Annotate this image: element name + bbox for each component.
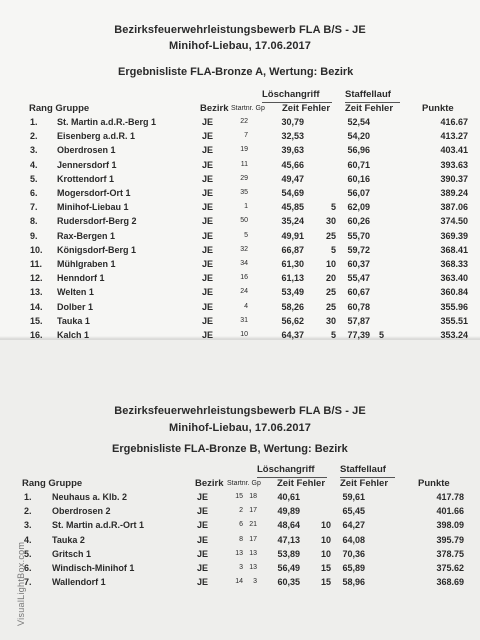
gruppe-cell: Eisenberg a.d.R. 1: [57, 131, 136, 142]
startnr-cell: 14: [235, 578, 243, 586]
rang-cell: 5.: [24, 548, 32, 559]
loesch-zeit-cell: 66,87: [281, 244, 304, 255]
loesch-fehler-cell: 5: [330, 202, 336, 213]
startnr-cell: 50: [240, 217, 248, 225]
bezirk-cell: JE: [202, 273, 214, 284]
gp-cell: 13: [249, 564, 257, 571]
loesch-fehler-cell: 10: [320, 520, 331, 531]
loesch-fehler-cell: 30: [325, 216, 336, 227]
punkte-cell: 398.09: [436, 520, 464, 531]
results-sheet-b: [0, 340, 480, 640]
gruppe-cell: Mühlgraben 1: [57, 259, 116, 269]
table-row: [0, 245, 480, 259]
table-row: [0, 287, 480, 301]
loesch-zeit-cell: 61,30: [281, 259, 304, 269]
rang-cell: 9.: [30, 230, 38, 241]
startnr-cell: 3: [239, 564, 243, 571]
startnr-cell: 35: [240, 189, 248, 196]
gruppe-cell: Tauka 2: [52, 534, 85, 545]
punkte-cell: 389.24: [440, 188, 468, 198]
staffel-zeit-cell: 55,70: [347, 230, 370, 241]
punkte-cell: 378.75: [436, 548, 464, 559]
bezirk-cell: JE: [202, 173, 214, 184]
list-title-b: Ergebnisliste FLA-Bronze B, Wertung: Bezirk: [112, 443, 348, 455]
punkte-cell: 395.79: [436, 534, 464, 545]
bezirk-cell: JE: [197, 534, 209, 545]
rang-cell: 13.: [30, 287, 43, 298]
gruppe-cell: Wallendorf 1: [52, 577, 106, 588]
col-loeschangriff-a: Löschangriff: [262, 89, 320, 100]
col-staffellauf-b: Staffellauf: [340, 464, 386, 475]
punkte-cell: 355.96: [440, 301, 468, 312]
bezirk-cell: JE: [202, 230, 214, 241]
bezirk-cell: JE: [202, 287, 214, 298]
rang-cell: 11.: [30, 259, 43, 269]
table-row: [0, 231, 480, 245]
startnr-cell: 29: [240, 174, 248, 182]
startnr-cell: 31: [240, 316, 248, 324]
punkte-cell: 374.50: [440, 216, 468, 227]
staffel-zeit-cell: 60,37: [347, 259, 370, 269]
col-staffellauf-a: Staffellauf: [345, 89, 391, 100]
bezirk-cell: JE: [202, 301, 214, 312]
table-row: [0, 188, 480, 202]
startnr-cell: 32: [240, 245, 248, 253]
staffel-zeit-cell: 64,08: [342, 534, 365, 545]
loesch-zeit-cell: 60,35: [277, 577, 300, 588]
gp-cell: 17: [249, 507, 257, 515]
punkte-cell: 375.62: [436, 563, 464, 573]
punkte-cell: 368.69: [436, 577, 464, 588]
table-row: [0, 131, 480, 145]
loesch-fehler-cell: 25: [325, 301, 336, 312]
staffel-zeit-cell: 64,27: [342, 520, 365, 531]
bezirk-cell: JE: [197, 548, 209, 559]
startnr-cell: 8: [239, 535, 243, 543]
col-startnr-gp-a: Startnr. Gp: [231, 105, 265, 112]
bezirk-cell: JE: [202, 131, 214, 142]
gruppe-cell: Rudersdorf-Berg 2: [57, 216, 137, 227]
punkte-cell: 417.78: [436, 492, 464, 502]
table-row: [0, 577, 480, 591]
gruppe-cell: Tauka 1: [57, 315, 90, 326]
loesch-fehler-cell: 5: [330, 244, 336, 255]
bezirk-cell: JE: [197, 506, 209, 517]
startnr-cell: 4: [244, 302, 248, 310]
loesch-zeit-cell: 58,26: [281, 301, 304, 312]
rang-cell: 7.: [30, 202, 38, 213]
punkte-cell: 368.41: [440, 244, 468, 255]
gruppe-cell: Oberdrosen 1: [57, 145, 116, 156]
staffel-zeit-cell: 56,07: [347, 188, 370, 198]
startnr-cell: 7: [244, 132, 248, 140]
rang-cell: 4.: [30, 159, 38, 170]
col-bezirk-a: Bezirk: [200, 103, 229, 114]
gruppe-cell: Oberdrosen 2: [52, 506, 111, 517]
gruppe-cell: Königsdorf-Berg 1: [57, 244, 137, 255]
col-zeit-fehler-loesch-b: Zeit Fehler: [277, 478, 326, 489]
gruppe-cell: Rax-Bergen 1: [57, 230, 116, 241]
col-rang-gruppe-b: Rang Gruppe: [22, 478, 83, 489]
startnr-cell: 10: [240, 331, 248, 338]
rang-cell: 15.: [30, 315, 43, 326]
rang-cell: 5.: [30, 173, 38, 184]
table-row: [0, 506, 480, 520]
table-row: [0, 259, 480, 273]
startnr-cell: 34: [240, 260, 248, 267]
loesch-zeit-cell: 32,53: [281, 131, 304, 142]
staffel-zeit-cell: 62,09: [347, 202, 370, 213]
bezirk-cell: JE: [202, 188, 214, 198]
startnr-cell: 15: [235, 493, 243, 500]
rang-cell: 6.: [30, 188, 38, 198]
rang-cell: 14.: [30, 301, 43, 312]
gruppe-cell: Kalch 1: [57, 330, 90, 340]
staffel-zeit-cell: 77,39: [347, 330, 370, 340]
table-row: [0, 302, 480, 316]
loesch-zeit-cell: 47,13: [277, 534, 300, 545]
gruppe-cell: St. Martin a.d.R.-Ort 1: [52, 520, 145, 531]
table-row: [0, 273, 480, 287]
staffel-zeit-cell: 58,96: [342, 577, 365, 588]
bezirk-cell: JE: [202, 117, 214, 127]
bezirk-cell: JE: [202, 315, 214, 326]
punkte-cell: 403.41: [440, 145, 468, 156]
bezirk-cell: JE: [202, 145, 214, 156]
col-zeit-fehler-staffel-a: Zeit Fehler: [345, 103, 394, 114]
loesch-zeit-cell: 49,91: [281, 230, 304, 241]
gruppe-cell: Gritsch 1: [52, 548, 92, 559]
table-row: [0, 174, 480, 188]
loesch-zeit-cell: 48,64: [277, 520, 300, 531]
startnr-cell: 6: [239, 521, 243, 529]
col-zeit-fehler-staffel-b: Zeit Fehler: [340, 478, 389, 489]
rang-cell: 7.: [24, 577, 32, 588]
gruppe-cell: Krottendorf 1: [57, 173, 114, 184]
staffel-zeit-cell: 57,87: [347, 315, 370, 326]
staffel-fehler-cell: 5: [378, 330, 384, 340]
gp-cell: 3: [253, 578, 257, 586]
table-row: [0, 535, 480, 549]
bezirk-cell: JE: [202, 216, 214, 227]
loesch-zeit-cell: 39,63: [281, 145, 304, 156]
rang-cell: 1.: [30, 117, 38, 127]
col-zeit-fehler-loesch-a: Zeit Fehler: [282, 103, 331, 114]
staffel-zeit-cell: 60,26: [347, 216, 370, 227]
rang-cell: 16.: [30, 330, 43, 340]
rang-cell: 3.: [24, 520, 32, 531]
staffel-zeit-cell: 59,72: [347, 244, 370, 255]
table-row: [0, 563, 480, 577]
loesch-zeit-cell: 40,61: [277, 492, 300, 502]
rang-cell: 3.: [30, 145, 38, 156]
startnr-cell: 5: [244, 231, 248, 239]
loesch-zeit-cell: 30,79: [281, 117, 304, 127]
punkte-cell: 393.63: [440, 159, 468, 170]
gruppe-cell: Jennersdorf 1: [57, 159, 117, 170]
loesch-fehler-cell: 5: [330, 330, 336, 340]
col-loeschangriff-b: Löschangriff: [257, 464, 315, 475]
staffel-zeit-cell: 60,16: [347, 173, 370, 184]
bezirk-cell: JE: [197, 520, 209, 531]
col-bezirk-b: Bezirk: [195, 478, 224, 489]
event-title-a: Bezirksfeuerwehrleistungsbewerb FLA B/S - JE: [114, 24, 366, 36]
bezirk-cell: JE: [197, 492, 209, 502]
loesch-fehler-cell: 25: [325, 230, 336, 241]
loesch-zeit-cell: 64,37: [281, 330, 304, 340]
watermark: VisualLightBox.com: [16, 541, 26, 626]
rang-cell: 4.: [24, 534, 32, 545]
punkte-cell: 390.37: [440, 173, 468, 184]
loesch-zeit-cell: 35,24: [281, 216, 304, 227]
bezirk-cell: JE: [197, 563, 209, 573]
gruppe-cell: Dolber 1: [57, 301, 94, 312]
loesch-fehler-cell: 20: [325, 273, 336, 284]
staffel-zeit-cell: 65,89: [342, 563, 365, 573]
event-date-b: Minihof-Liebau, 17.06.2017: [169, 422, 311, 434]
startnr-cell: 19: [240, 146, 248, 154]
rang-cell: 8.: [30, 216, 38, 227]
loesch-fehler-cell: 10: [320, 534, 331, 545]
staffel-zeit-cell: 59,61: [342, 492, 365, 502]
staffel-zeit-cell: 60,71: [347, 159, 370, 170]
gp-cell: 18: [249, 493, 257, 500]
loesch-zeit-cell: 56,49: [277, 563, 300, 573]
col-rang-gruppe-a: Rang Gruppe: [29, 103, 90, 114]
table-row: [0, 330, 480, 344]
staffel-zeit-cell: 65,45: [342, 506, 365, 517]
rang-cell: 1.: [24, 492, 32, 502]
loesch-zeit-cell: 45,85: [281, 202, 304, 213]
bezirk-cell: JE: [202, 330, 214, 340]
loesch-fehler-cell: 30: [325, 315, 336, 326]
table-row: [0, 160, 480, 174]
punkte-cell: 413.27: [440, 131, 468, 142]
startnr-cell: 11: [240, 160, 248, 168]
startnr-cell: 2: [239, 507, 243, 515]
staffel-zeit-cell: 70,36: [342, 548, 365, 559]
rang-cell: 12.: [30, 273, 43, 284]
loesch-zeit-cell: 61,13: [281, 273, 304, 284]
table-row: [0, 145, 480, 159]
loesch-zeit-cell: 54,69: [281, 188, 304, 198]
startnr-cell: 24: [240, 288, 248, 296]
gruppe-cell: Welten 1: [57, 287, 94, 298]
rang-cell: 10.: [30, 244, 43, 255]
staffel-zeit-cell: 60,78: [347, 301, 370, 312]
gp-cell: 13: [249, 549, 257, 557]
startnr-cell: 13: [235, 549, 243, 557]
gruppe-cell: Windisch-Minihof 1: [52, 563, 135, 573]
list-title-a: Ergebnisliste FLA-Bronze A, Wertung: Bezirk: [118, 66, 354, 78]
punkte-cell: 387.06: [440, 202, 468, 213]
loesch-zeit-cell: 49,89: [277, 506, 300, 517]
punkte-cell: 401.66: [436, 506, 464, 517]
gruppe-cell: Mogersdorf-Ort 1: [57, 188, 131, 198]
startnr-cell: 22: [240, 118, 248, 125]
rang-cell: 2.: [24, 506, 32, 517]
gruppe-cell: Minihof-Liebau 1: [57, 202, 129, 213]
loesch-fehler-cell: 25: [325, 287, 336, 298]
table-row: [0, 316, 480, 330]
gruppe-cell: St. Martin a.d.R.-Berg 1: [57, 117, 157, 127]
startnr-cell: 1: [244, 203, 248, 211]
table-row: [0, 202, 480, 216]
rang-cell: 6.: [24, 563, 32, 573]
table-row: [0, 117, 480, 131]
table-row: [0, 520, 480, 534]
loesch-zeit-cell: 45,66: [281, 159, 304, 170]
staffel-zeit-cell: 54,20: [347, 131, 370, 142]
gruppe-cell: Henndorf 1: [57, 273, 105, 284]
punkte-cell: 416.67: [440, 117, 468, 127]
staffel-zeit-cell: 60,67: [347, 287, 370, 298]
col-punkte-a: Punkte: [422, 103, 454, 114]
punkte-cell: 369.39: [440, 230, 468, 241]
staffel-zeit-cell: 55,47: [347, 273, 370, 284]
col-punkte-b: Punkte: [418, 478, 450, 489]
loesch-fehler-cell: 10: [325, 259, 336, 269]
loesch-zeit-cell: 53,89: [277, 548, 300, 559]
punkte-cell: 360.84: [440, 287, 468, 298]
bezirk-cell: JE: [202, 202, 214, 213]
gp-cell: 21: [249, 521, 257, 529]
startnr-cell: 16: [240, 274, 248, 282]
punkte-cell: 353.24: [440, 330, 468, 340]
staffel-zeit-cell: 56,96: [347, 145, 370, 156]
loesch-zeit-cell: 49,47: [281, 173, 304, 184]
bezirk-cell: JE: [202, 259, 214, 269]
punkte-cell: 368.33: [440, 259, 468, 269]
rang-cell: 2.: [30, 131, 38, 142]
loesch-fehler-cell: 15: [320, 577, 331, 588]
punkte-cell: 363.40: [440, 273, 468, 284]
table-row: [0, 216, 480, 230]
gp-cell: 17: [249, 535, 257, 543]
loesch-fehler-cell: 10: [320, 548, 331, 559]
staffel-zeit-cell: 52,54: [347, 117, 370, 127]
bezirk-cell: JE: [202, 159, 214, 170]
loesch-zeit-cell: 53,49: [281, 287, 304, 298]
bezirk-cell: JE: [202, 244, 214, 255]
event-title-b: Bezirksfeuerwehrleistungsbewerb FLA B/S - JE: [114, 405, 366, 417]
punkte-cell: 355.51: [440, 315, 468, 326]
col-startnr-gp-b: Startnr. Gp: [227, 480, 261, 487]
table-row: [0, 492, 480, 506]
loesch-zeit-cell: 56,62: [281, 315, 304, 326]
loesch-fehler-cell: 15: [320, 563, 331, 573]
bezirk-cell: JE: [197, 577, 209, 588]
gruppe-cell: Neuhaus a. Klb. 2: [52, 492, 128, 502]
table-row: [0, 549, 480, 563]
event-date-a: Minihof-Liebau, 17.06.2017: [169, 40, 311, 52]
